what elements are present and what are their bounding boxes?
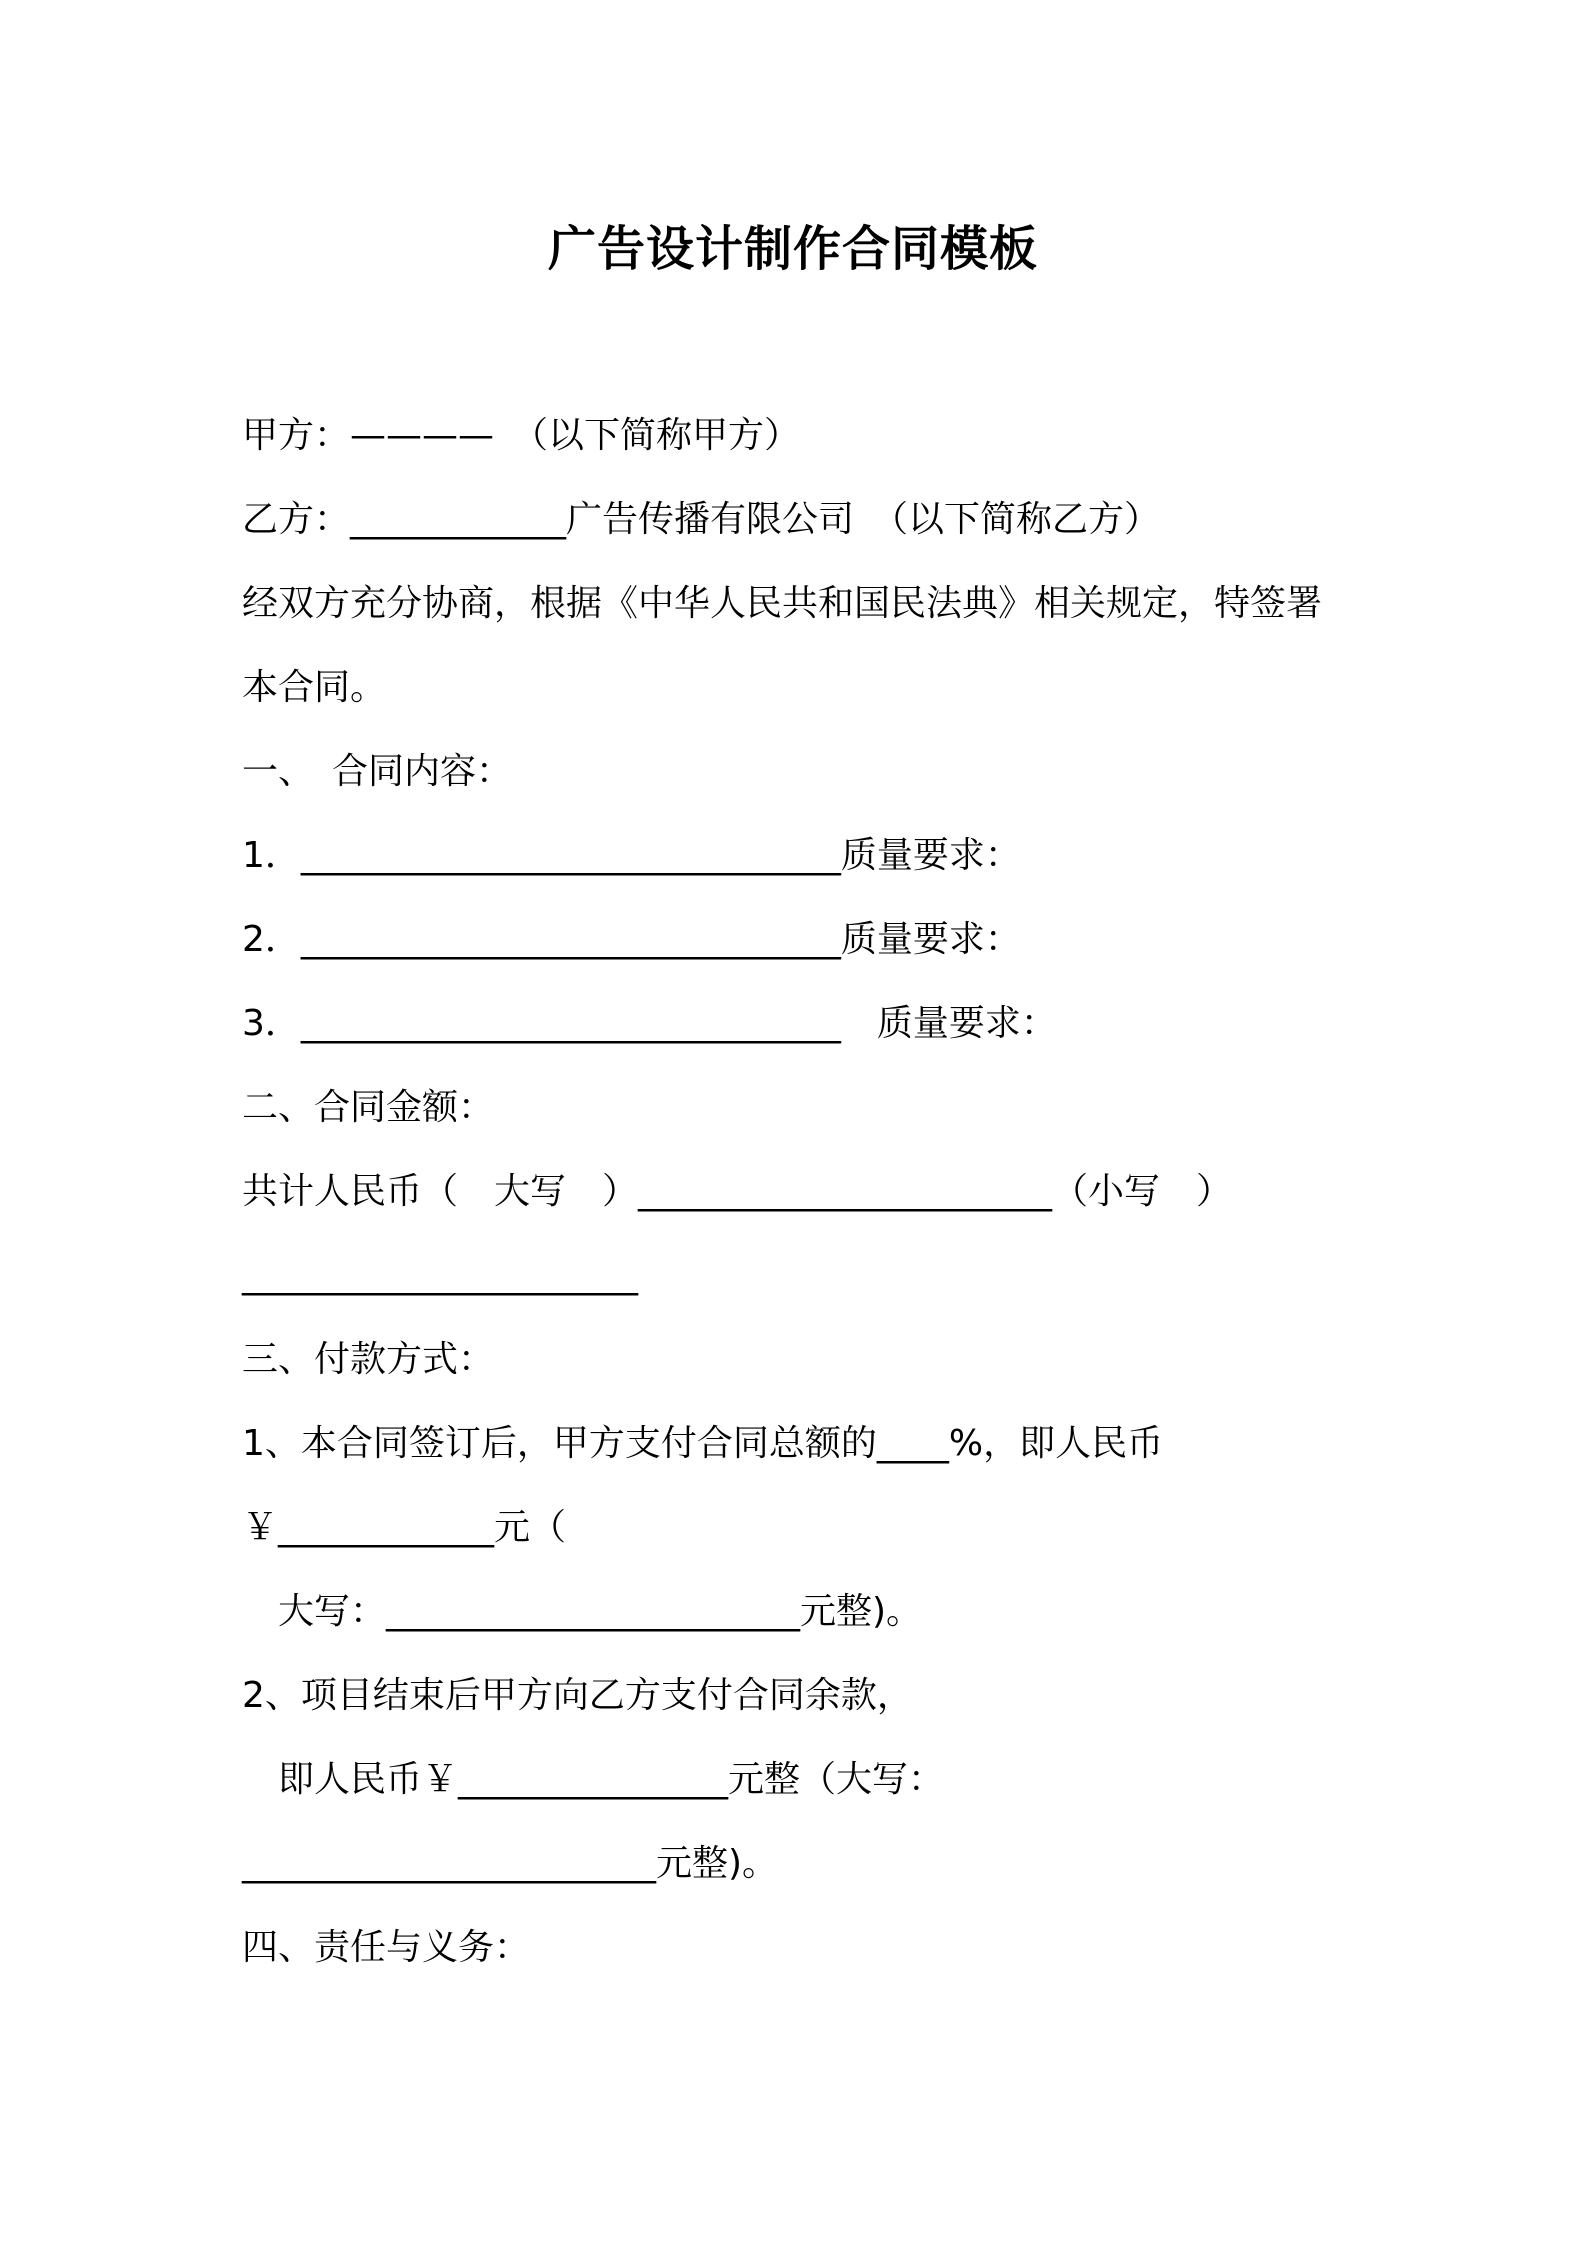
amount-blank-line: ______________________ xyxy=(242,1255,638,1296)
payment-1-line-1: 1、本合同签订后，甲方支付合同总额的____%，即人民币 xyxy=(242,1423,1164,1464)
content-item-2: 2．______________________________质量要求： xyxy=(242,919,1021,960)
section-1-heading: 一、 合同内容： xyxy=(242,751,513,792)
preamble-line-1: 经双方充分协商，根据《中华人民共和国民法典》相关规定，特签署 xyxy=(242,583,1323,624)
content-item-3: 3．______________________________ 质量要求： xyxy=(242,1003,1057,1044)
party-b-line: 乙方：____________广告传播有限公司 （以下简称乙方） xyxy=(242,499,1161,540)
payment-2-line-3: _______________________元整)。 xyxy=(242,1843,779,1884)
preamble-line-2: 本合同。 xyxy=(242,667,387,708)
payment-2-line-2: 即人民币￥_______________元整（大写： xyxy=(242,1759,945,1800)
content-item-1: 1．______________________________质量要求： xyxy=(242,835,1021,876)
document-title: 广告设计制作合同模板 xyxy=(547,221,1038,277)
section-4-heading: 四、责任与义务： xyxy=(242,1927,531,1968)
section-2-heading: 二、合同金额： xyxy=(242,1087,495,1128)
section-3-heading: 三、付款方式： xyxy=(242,1339,495,1380)
amount-line: 共计人民币（ 大写 ）_______________________（小写 ） xyxy=(242,1171,1233,1212)
payment-1-line-2: ￥____________元（ xyxy=(242,1507,567,1548)
payment-1-line-3: 大写：_______________________元整)。 xyxy=(242,1591,923,1632)
party-a-line: 甲方：———— （以下简称甲方） xyxy=(242,415,801,456)
payment-2-line-1: 2、项目结束后甲方向乙方支付合同余款， xyxy=(242,1675,913,1716)
